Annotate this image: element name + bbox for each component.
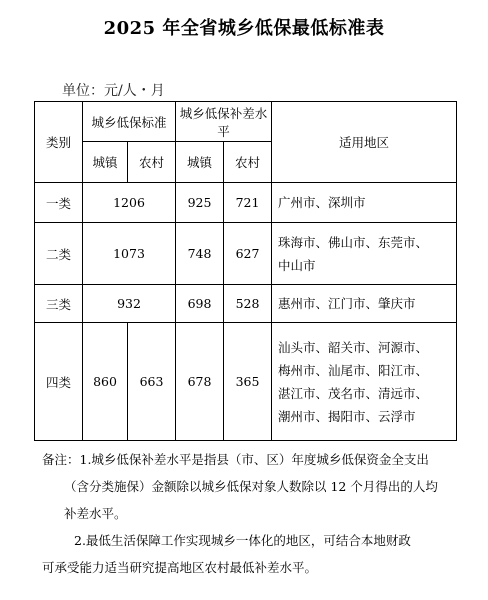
notes — [34, 446, 464, 581]
header-subsidy-rural: 农村 — [224, 142, 272, 183]
row-category: 四类 — [35, 323, 83, 441]
area-line: 珠海市、佛山市、东莞市、 — [278, 234, 429, 250]
row-subsidy-urban: 698 — [176, 285, 224, 323]
row-standard: 1073 — [83, 223, 176, 285]
header-subsidy-group: 城乡低保补差水平 — [176, 102, 272, 142]
header-standard-group: 城乡低保标准 — [83, 102, 176, 142]
area-line: 梅州市、汕尾市、阳江市、 — [278, 362, 429, 378]
area-line: 湛江市、茂名市、清远市、 — [278, 385, 429, 401]
header-area: 适用地区 — [272, 102, 457, 183]
note-2-line: 可承受能力适当研究提高地区农村最低补差水平。 — [42, 560, 318, 575]
row-subsidy-urban: 678 — [176, 323, 224, 441]
row-subsidy-rural: 365 — [224, 323, 272, 441]
row-subsidy-urban: 748 — [176, 223, 224, 285]
header-standard-rural: 农村 — [128, 142, 176, 183]
area-line: 汕头市、韶关市、河源市、 — [278, 339, 429, 355]
row-area — [272, 323, 457, 441]
header-standard-urban: 城镇 — [83, 142, 128, 183]
note-2-line: 2.最低生活保障工作实现城乡一体化的地区，可结合本地财政 — [74, 533, 411, 548]
note-1-line: （含分类施保）金额除以城乡低保对象人数除以 12 个月得出的人均 — [64, 479, 438, 494]
row-subsidy-urban: 925 — [176, 183, 224, 223]
row-subsidy-rural: 627 — [224, 223, 272, 285]
row-category: 一类 — [35, 183, 83, 223]
standards-table — [34, 101, 457, 441]
row-category: 二类 — [35, 223, 83, 285]
table-row — [35, 285, 457, 323]
table-row — [35, 323, 457, 441]
area-line: 潮州市、揭阳市、云浮市 — [278, 408, 416, 424]
row-area — [272, 183, 457, 223]
area-line: 惠州市、江门市、肇庆市 — [278, 296, 416, 311]
page-title: 2025 年全省城乡低保最低标准表 — [103, 18, 385, 39]
unit-label: 单位：元/人・月 — [62, 83, 165, 99]
row-standard-rural: 663 — [128, 323, 176, 441]
row-standard-urban: 860 — [83, 323, 128, 441]
header-subsidy-urban: 城镇 — [176, 142, 224, 183]
area-line: 中山市 — [278, 257, 316, 273]
area-line: 广州市、深圳市 — [278, 195, 366, 210]
table-row — [35, 183, 457, 223]
table-row — [35, 223, 457, 285]
row-standard: 1206 — [83, 183, 176, 223]
row-area — [272, 285, 457, 323]
note-1-line: 备注：1.城乡低保补差水平是指县（市、区）年度城乡低保资金全支出 — [42, 452, 429, 467]
row-subsidy-rural: 528 — [224, 285, 272, 323]
row-category: 三类 — [35, 285, 83, 323]
row-standard: 932 — [83, 285, 176, 323]
row-subsidy-rural: 721 — [224, 183, 272, 223]
row-area — [272, 223, 457, 285]
header-category: 类别 — [35, 102, 83, 183]
note-1-line: 补差水平。 — [64, 506, 127, 521]
